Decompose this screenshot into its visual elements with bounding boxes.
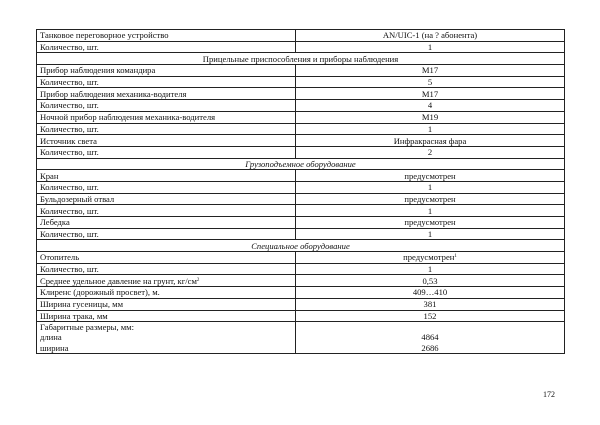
table-row (37, 205, 565, 217)
row-value: 1 (427, 182, 433, 193)
row-value-cell (296, 170, 565, 182)
row-label: Прибор наблюдения механика-водителя (40, 88, 187, 99)
table-row (37, 88, 565, 100)
row-value: 409…410 (412, 287, 448, 298)
section-header-row (37, 158, 565, 170)
section-header-row (37, 53, 565, 65)
row-label: Ширина трака, мм (40, 310, 108, 321)
row-value-cell (296, 228, 565, 240)
row-value-cell (296, 205, 565, 217)
table-row (37, 275, 565, 287)
row-value-cell (296, 217, 565, 229)
table-row (37, 30, 565, 42)
row-value: AN/UIC-1 (на ? абонента) (382, 30, 478, 41)
table-row (37, 111, 565, 123)
row-label-cell (37, 205, 296, 217)
row-label-cell (37, 111, 296, 123)
footnote-marker: 1 (454, 254, 457, 260)
row-value-cell (296, 76, 565, 88)
dimensions-length-value: 4864 (421, 332, 439, 343)
row-value: 1 (427, 42, 433, 53)
table-row (37, 310, 565, 322)
row-value-cell (296, 30, 565, 42)
table-row (37, 135, 565, 147)
row-label-cell (37, 252, 296, 264)
row-value: 381 (423, 299, 437, 310)
row-label-cell (37, 30, 296, 42)
section-header: Специальное оборудование (37, 240, 565, 252)
row-label-cell (37, 135, 296, 147)
row-label: Танковое переговорное устройство (40, 30, 169, 41)
row-label-cell (37, 123, 296, 135)
row-label: Бульдозерный отвал (40, 193, 115, 204)
row-value: предусмотрен (403, 252, 455, 263)
row-value-cell (296, 111, 565, 123)
table-row (37, 298, 565, 310)
row-label: Прибор наблюдения командира (40, 65, 156, 76)
row-label: Клиренс (дорожный просвет), м. (40, 287, 160, 298)
row-value: 152 (423, 310, 437, 321)
dimensions-heading: Габаритные размеры, мм: (40, 322, 135, 333)
row-label-cell (37, 217, 296, 229)
row-value: предусмотрен (404, 193, 456, 204)
dimensions-length-label: длина (40, 332, 62, 343)
row-label-cell (37, 298, 296, 310)
row-label: Количество, шт. (40, 123, 99, 134)
table-row (37, 123, 565, 135)
row-label: Отопитель (40, 252, 80, 263)
row-label-cell (37, 65, 296, 77)
row-value-cell (296, 65, 565, 77)
section-header-row (37, 240, 565, 252)
row-label: Лебедка (40, 217, 70, 228)
row-label-cell (37, 88, 296, 100)
row-label-cell (37, 310, 296, 322)
row-value: M19 (421, 112, 439, 123)
table-row (37, 65, 565, 77)
dimensions-label-cell (37, 322, 296, 354)
row-value-cell (296, 252, 565, 264)
table-row (37, 181, 565, 193)
row-value-cell (296, 41, 565, 53)
row-label-cell (37, 275, 296, 287)
row-label-cell (37, 287, 296, 299)
row-label: Среднее удельное давление на грунт, кг/см (40, 275, 197, 286)
row-label-cell (37, 181, 296, 193)
row-value: предусмотрен (404, 170, 456, 181)
row-label: Ширина гусеницы, мм (40, 299, 124, 310)
page-number: 172 (543, 390, 555, 399)
table-row (37, 146, 565, 158)
spec-table-body (37, 30, 565, 322)
row-label-cell (37, 146, 296, 158)
row-value-cell (296, 310, 565, 322)
row-label: Количество, шт. (40, 205, 99, 216)
row-value-cell (296, 181, 565, 193)
row-value-cell (296, 135, 565, 147)
table-row (37, 252, 565, 264)
section-header: Грузоподъемное оборудование (37, 158, 565, 170)
row-value: 5 (427, 77, 433, 88)
row-label: Количество, шт. (40, 42, 99, 53)
row-value-cell (296, 88, 565, 100)
row-label-cell (37, 263, 296, 275)
dimensions-row (37, 322, 565, 354)
dimensions-width-value: 2686 (421, 342, 439, 353)
row-value-cell (296, 298, 565, 310)
row-label: Количество, шт. (40, 182, 99, 193)
table-row (37, 263, 565, 275)
row-value: предусмотрен (404, 217, 456, 228)
row-label: Количество, шт. (40, 264, 99, 275)
row-label: Количество, шт. (40, 77, 99, 88)
table-row (37, 100, 565, 112)
row-label: Количество, шт. (40, 100, 99, 111)
row-label: Количество, шт. (40, 229, 99, 240)
row-label: Ночной прибор наблюдения механика-водителя (40, 112, 216, 123)
row-label: Количество, шт. (40, 147, 99, 158)
table-row (37, 170, 565, 182)
row-value-cell (296, 287, 565, 299)
row-value: 1 (427, 229, 433, 240)
label-superscript: 2 (196, 277, 200, 283)
row-value-cell (296, 146, 565, 158)
row-label-cell (37, 170, 296, 182)
row-value-cell (296, 123, 565, 135)
table-row (37, 41, 565, 53)
spec-table (36, 29, 565, 354)
row-value-cell (296, 275, 565, 287)
row-value: 1 (427, 123, 433, 134)
section-header: Прицельные приспособления и приборы наблюдения (37, 53, 565, 65)
row-value: 1 (427, 264, 433, 275)
row-value: M17 (421, 65, 439, 76)
row-value: 0,53 (422, 275, 438, 286)
row-label-cell (37, 100, 296, 112)
row-label: Кран (40, 170, 59, 181)
table-row (37, 193, 565, 205)
row-label-cell (37, 41, 296, 53)
dimensions-width-label: ширина (40, 342, 69, 353)
row-value: 2 (427, 147, 433, 158)
table-row (37, 228, 565, 240)
row-label-cell (37, 228, 296, 240)
row-value-cell (296, 263, 565, 275)
table-row (37, 217, 565, 229)
table-row (37, 287, 565, 299)
row-label: Источник света (40, 135, 97, 146)
row-value: Инфракрасная фара (393, 135, 467, 146)
row-value: 4 (427, 100, 433, 111)
dimensions-value-cell (296, 322, 565, 354)
row-value: M17 (421, 88, 439, 99)
row-label-cell (37, 76, 296, 88)
row-value-cell (296, 193, 565, 205)
row-label-cell (37, 193, 296, 205)
row-value-cell (296, 100, 565, 112)
row-value: 1 (427, 205, 433, 216)
table-row (37, 76, 565, 88)
dimensions-block (37, 322, 565, 354)
